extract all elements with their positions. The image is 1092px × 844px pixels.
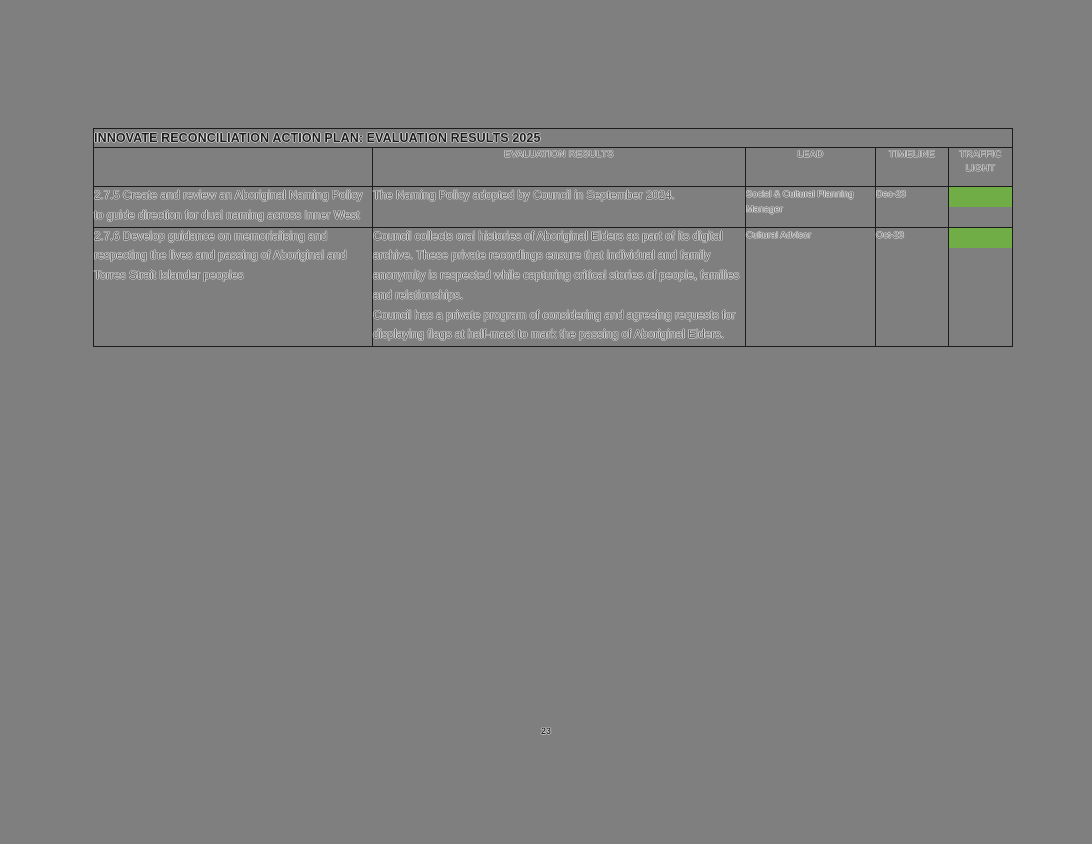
header-lead: [746, 148, 876, 187]
header-timeline-label: TIMELINE: [888, 149, 936, 160]
rap-evaluation-table: [93, 128, 1013, 347]
traffic-light-green-swatch: [949, 228, 1012, 248]
row-evaluation-paragraph: Council collects oral histories of Aboriginal Elders as part of its digital archive. These private recordings ensure that individual and family anonymity is respected while capturing critical stories of people, families and relationships.: [373, 230, 740, 302]
row-evaluation-results-cell: [373, 187, 746, 228]
document-title: INNOVATE RECONCILIATION ACTION PLAN: EVALUATION RESULTS 2025: [94, 131, 541, 145]
header-traffic-light-label-line1: TRAFFIC: [959, 149, 1002, 160]
table-row: [94, 187, 1013, 228]
row-action-text: 2.7.6 Develop guidance on memorialising and respecting the lives and passing of Aboriginal and Torres Strait Islander peoples: [94, 230, 347, 283]
row-lead-text: Social & Cultural Planning Manager: [746, 189, 854, 215]
row-timeline-text: Dec-23: [876, 189, 906, 199]
row-action-cell: [94, 227, 373, 347]
row-traffic-light-cell: [949, 187, 1013, 228]
header-evaluation-results-label: EVALUATION RESULTS: [504, 149, 614, 160]
page-number: 23: [540, 726, 551, 736]
row-action-cell: [94, 187, 373, 228]
row-traffic-light-cell: [949, 227, 1013, 347]
row-timeline-text: Oct-23: [876, 229, 904, 240]
header-timeline: [876, 148, 949, 187]
row-evaluation-results-cell: [373, 227, 746, 347]
row-timeline-cell: [876, 227, 949, 347]
header-traffic-light-label-line2: LIGHT: [965, 162, 996, 174]
table-header-row: [94, 148, 1013, 187]
header-lead-label: LEAD: [797, 149, 824, 160]
header-action: [94, 148, 373, 187]
row-evaluation-paragraph: Council has a private program of considering and agreeing requests for displaying flags at half-mast to mark the passing of Aboriginal Elders.: [373, 309, 736, 342]
header-traffic-light: [949, 148, 1013, 187]
row-lead-cell: [746, 187, 876, 228]
row-evaluation-paragraph: The Naming Policy adopted by Council in September 2024.: [373, 190, 675, 202]
row-lead-text: Cultural Advisor: [746, 229, 812, 240]
header-evaluation-results: [373, 148, 746, 187]
table-row: [94, 227, 1013, 347]
traffic-light-green-swatch: [949, 187, 1012, 207]
row-action-text: 2.7.5 Create and review an Aboriginal Naming Policy to guide direction for dual naming across Inner West: [94, 190, 363, 222]
row-timeline-cell: [876, 187, 949, 228]
row-lead-cell: [746, 227, 876, 347]
table-title-row: [94, 129, 1013, 148]
table-title-cell: [94, 129, 1013, 148]
